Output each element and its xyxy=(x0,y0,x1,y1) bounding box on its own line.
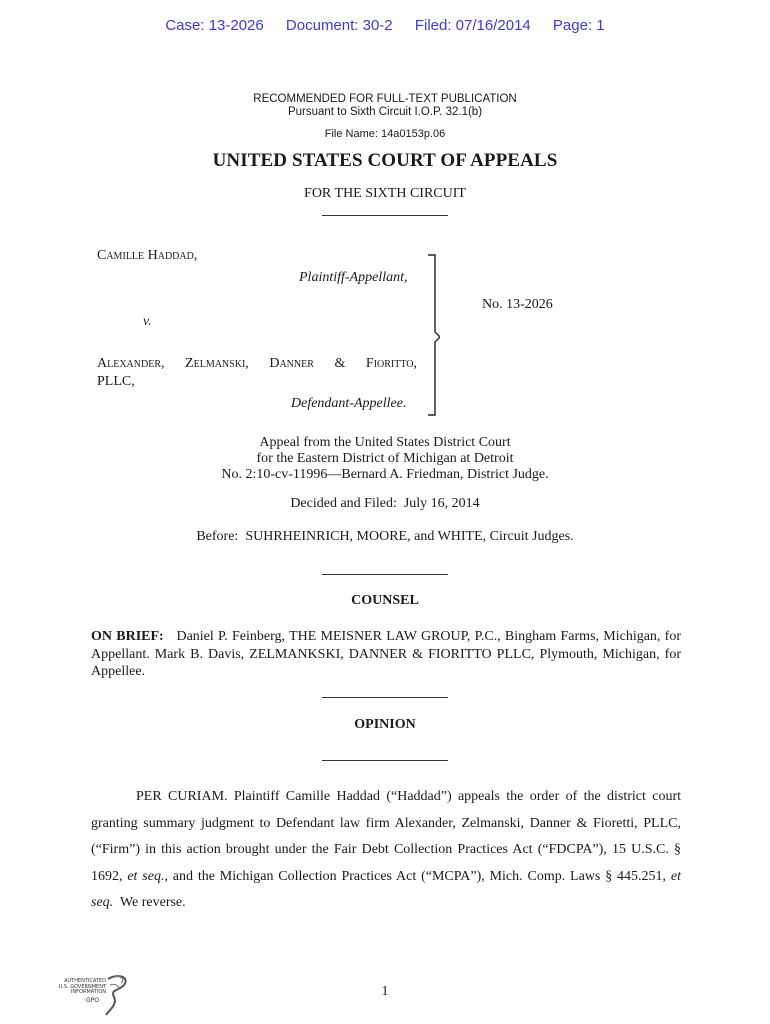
versus: v. xyxy=(143,314,152,329)
panel-judges: Before: SUHRHEINRICH, MOORE, and WHITE, Circuit Judges. xyxy=(196,529,574,544)
opinion-paragraph xyxy=(91,784,681,917)
document-number: Document: 30-2 xyxy=(285,17,393,34)
seal-line: U.S. GOVERNMENT xyxy=(58,983,106,990)
appeal-line: No. 2:10-cv-11996—Bernard A. Friedman, District Judge. xyxy=(221,467,549,482)
divider-rule xyxy=(322,697,448,698)
counsel-paragraph xyxy=(91,628,681,681)
seal-text xyxy=(44,979,106,996)
ecf-header-stamp xyxy=(0,17,770,34)
on-brief-label: ON BRIEF: xyxy=(91,629,164,644)
plaintiff-name: Camille Haddad, xyxy=(97,248,198,263)
divider-rule xyxy=(322,760,448,761)
counsel-heading: COUNSEL xyxy=(351,593,419,608)
appeal-line: Appeal from the United States District Court xyxy=(259,435,511,450)
filed-date: Filed: 07/16/2014 xyxy=(414,17,531,34)
opinion-text: PER CURIAM. Plaintiff Camille Haddad (“Haddad”) appeals the order of the district court granting summary judgment to Defendant law firm Alexander, Zelmanski, Danner & Fioretti, PLLC, (“Firm”) in this action brought under the Fair Debt Collection Practices Act (“FDCPA”), 15 U.S.C. § 1692, xyxy=(91,789,681,884)
page-indicator: Page: 1 xyxy=(552,17,605,34)
gpo-authentication-seal xyxy=(44,973,130,1017)
et-seq: et seq. xyxy=(91,868,681,910)
docket-number: No. 13-2026 xyxy=(482,297,553,312)
eagle-icon xyxy=(104,973,130,1017)
divider-rule xyxy=(322,215,448,216)
file-name: File Name: 14a0153p.06 xyxy=(324,128,446,140)
et-seq: et seq. xyxy=(127,868,165,884)
opinion-text: We reverse. xyxy=(113,895,186,910)
publication-notice xyxy=(0,93,770,119)
defendant-name: Alexander, Zelmanski, Danner & Fioritto, xyxy=(97,356,417,371)
defendant-name-suffix: PLLC, xyxy=(97,374,135,389)
pursuant-line: Pursuant to Sixth Circuit I.O.P. 32.1(b) xyxy=(287,106,483,118)
divider-rule xyxy=(322,574,448,575)
defendant-role: Defendant-Appellee. xyxy=(291,396,407,411)
seal-line: INFORMATION xyxy=(70,989,106,996)
caption-bracket xyxy=(428,254,440,416)
gpo-label: GPO xyxy=(86,997,99,1004)
decided-date: Decided and Filed: July 16, 2014 xyxy=(290,496,480,511)
seal-line: AUTHENTICATED xyxy=(64,978,106,984)
recommendation-line: RECOMMENDED FOR FULL-TEXT PUBLICATION xyxy=(253,93,517,105)
plaintiff-role: Plaintiff-Appellant, xyxy=(299,270,408,285)
opinion-text: , and the Michigan Collection Practices Act (“MCPA”), Mich. Comp. Laws § 445.251, xyxy=(164,868,671,884)
appeal-info xyxy=(0,435,770,483)
appeal-line: for the Eastern District of Michigan at Detroit xyxy=(256,451,514,466)
case-number: Case: 13-2026 xyxy=(165,17,264,34)
circuit-title: FOR THE SIXTH CIRCUIT xyxy=(304,186,466,201)
page-number: 1 xyxy=(381,984,389,999)
counsel-text: Daniel P. Feinberg, THE MEISNER LAW GROUP, P.C., Bingham Farms, Michigan, for Appellant. Mark B. Davis, ZELMANKSKI, DANNER & FIORITTO PLLC, Plymouth, Michigan, for Appellee. xyxy=(91,629,682,679)
opinion-heading: OPINION xyxy=(354,717,416,732)
court-title: UNITED STATES COURT OF APPEALS xyxy=(212,150,558,171)
